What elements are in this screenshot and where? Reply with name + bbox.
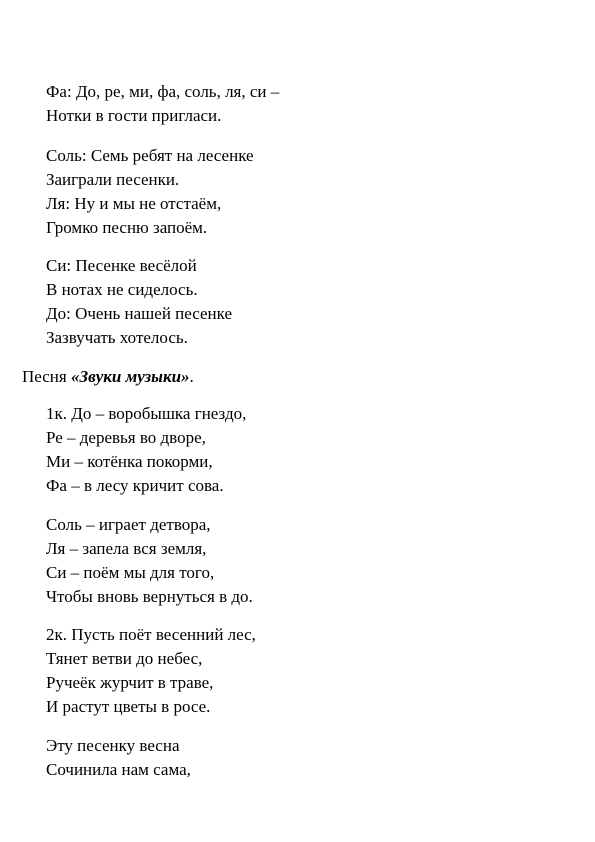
verse-line: Зазвучать хотелось. [46,328,188,347]
verse-line: И растут цветы в росе. [46,697,211,716]
stanza-verse-2 [46,623,256,719]
verse-line: До: Очень нашей песенке [46,304,233,323]
verse-line: Эту песенку весна [46,736,180,755]
verse-line: Нотки в гости пригласи. [46,106,222,125]
verse-line: Фа: До, ре, ми, фа, соль, ля, си – [46,82,280,101]
song-heading [22,365,194,389]
stanza-verse-1 [46,402,246,498]
stanza-verse-1b [46,513,253,609]
song-title: «Звуки музыки» [70,367,190,386]
verse-line: Ручеёк журчит в траве, [46,673,214,692]
verse-line: Ре – деревья во дворе, [46,428,206,447]
verse-line: 2к. Пусть поёт весенний лес, [46,625,256,644]
stanza-sol-lya [46,144,254,240]
verse-line: Ля – запела вся земля, [46,539,207,558]
stanza-si-do [46,254,232,350]
verse-line: Чтобы вновь вернуться в до. [46,587,253,606]
song-heading-suffix: . [189,367,194,386]
verse-line: Соль – играет детвора, [46,515,211,534]
verse-line: 1к. До – воробышка гнездо, [46,404,247,423]
song-heading-prefix: Песня [22,367,71,386]
verse-line: Фа – в лесу кричит сова. [46,476,224,495]
verse-line: Соль: Семь ребят на лесенке [46,146,254,165]
stanza-fa [46,80,279,128]
verse-line: Сочинила нам сама, [46,760,191,779]
verse-line: В нотах не сиделось. [46,280,198,299]
verse-line: Си: Песенке весёлой [46,256,197,275]
verse-line: Тянет ветви до небес, [46,649,203,668]
verse-line: Громко песню запоём. [46,218,208,237]
verse-line: Заиграли песенки. [46,170,180,189]
verse-line: Ми – котёнка покорми, [46,452,213,471]
verse-line: Си – поём мы для того, [46,563,215,582]
verse-line: Ля: Ну и мы не отстаём, [46,194,222,213]
stanza-verse-2b [46,734,191,782]
